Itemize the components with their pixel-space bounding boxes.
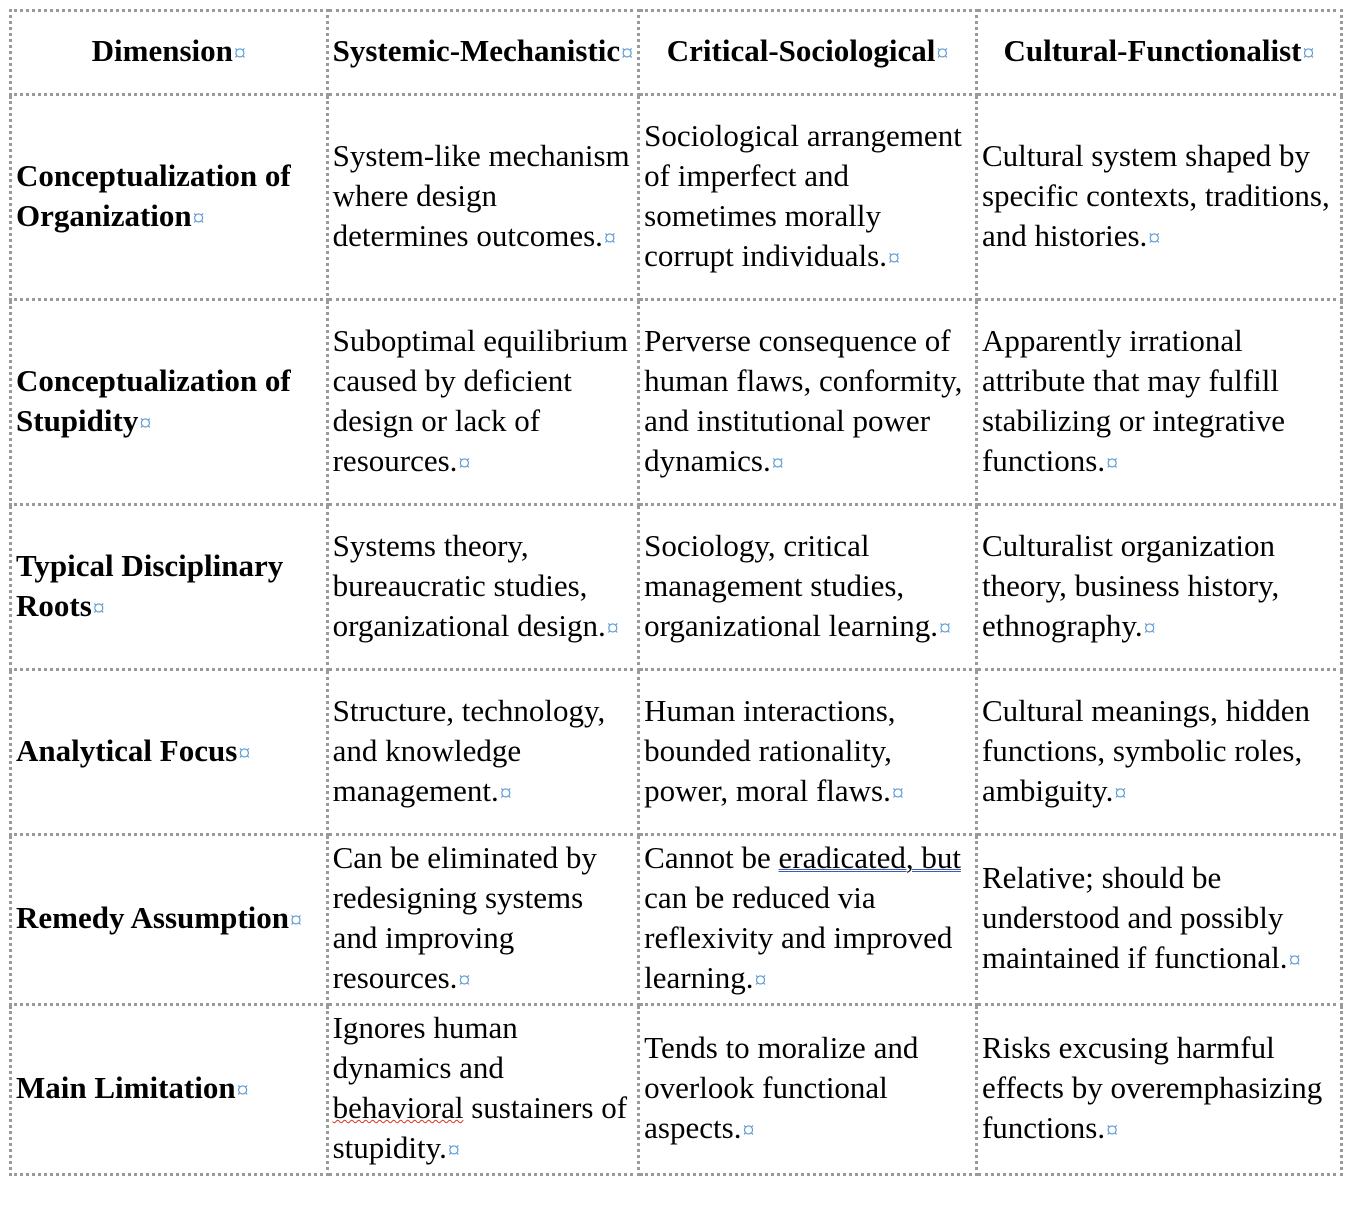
- table-cell[interactable]: Apparently irrational attribute that may fulfill stabilizing or integrative functions.¤: [976, 300, 1341, 505]
- cell-end-mark: ¤: [621, 41, 634, 67]
- cell-end-mark: ¤: [236, 1078, 249, 1104]
- header-critical-sociological[interactable]: Critical-Sociological¤: [639, 11, 977, 95]
- header-systemic-mechanistic[interactable]: Systemic-Mechanistic¤: [327, 11, 639, 95]
- table-cell[interactable]: Can be eliminated by redesigning systems and improving resources.¤: [327, 835, 639, 1005]
- cell-end-mark: ¤: [939, 615, 951, 642]
- row-label-cell[interactable]: Analytical Focus¤: [11, 670, 328, 835]
- cell-end-mark: ¤: [936, 41, 949, 67]
- cell-end-mark: ¤: [458, 450, 471, 477]
- cell-end-mark: ¤: [238, 740, 251, 767]
- table-cell[interactable]: Perverse consequence of human flaws, conformity, and institutional power dynamics.¤: [639, 300, 977, 505]
- table-cell[interactable]: Culturalist organization theory, business history, ethnography.¤: [976, 505, 1341, 670]
- cell-end-mark: ¤: [92, 595, 105, 622]
- cell-end-mark: ¤: [1106, 450, 1119, 477]
- cell-end-mark: ¤: [603, 225, 616, 252]
- row-label-cell[interactable]: Typical Disciplinary Roots¤: [11, 505, 328, 670]
- table-row: [11, 670, 1342, 835]
- comparison-table: [9, 9, 1343, 1176]
- table-cell[interactable]: Systems theory, bureaucratic studies, organizational design.¤: [327, 505, 639, 670]
- spelling-underline[interactable]: behavioral: [332, 1090, 464, 1125]
- table-row: [11, 1005, 1342, 1175]
- row-label-cell[interactable]: Conceptualization of Stupidity¤: [11, 300, 328, 505]
- cell-end-mark: ¤: [887, 245, 900, 272]
- cell-end-mark: ¤: [742, 1118, 755, 1144]
- cell-end-mark: ¤: [1288, 948, 1301, 974]
- table-cell[interactable]: Risks excusing harmful effects by overemphasizing functions.¤: [976, 1005, 1341, 1175]
- cell-end-mark: ¤: [891, 780, 904, 807]
- table-cell[interactable]: Ignores human dynamics and behavioral sustainers of stupidity.¤: [327, 1005, 639, 1175]
- cell-end-mark: ¤: [458, 968, 471, 994]
- table-cell[interactable]: Tends to moralize and overlook functional aspects.¤: [639, 1005, 977, 1175]
- table-cell[interactable]: Cannot be eradicated, but can be reduced via reflexivity and improved learning.¤: [639, 835, 977, 1005]
- table-cell[interactable]: Sociology, critical management studies, organizational learning.¤: [639, 505, 977, 670]
- table-cell[interactable]: Cultural meanings, hidden functions, symbolic roles, ambiguity.¤: [976, 670, 1341, 835]
- cell-end-mark: ¤: [1302, 41, 1315, 67]
- cell-end-mark: ¤: [1106, 1118, 1119, 1144]
- table-cell[interactable]: Human interactions, bounded rationality, power, moral flaws.¤: [639, 670, 977, 835]
- cell-end-mark: ¤: [771, 450, 784, 477]
- cell-end-mark: ¤: [1143, 615, 1156, 642]
- table-cell[interactable]: Structure, technology, and knowledge management.¤: [327, 670, 639, 835]
- cell-end-mark: ¤: [192, 205, 205, 232]
- table-cell[interactable]: Sociological arrangement of imperfect and sometimes morally corrupt individuals.¤: [639, 95, 977, 300]
- cell-end-mark: ¤: [1114, 780, 1127, 807]
- cell-end-mark: ¤: [606, 615, 619, 642]
- cell-end-mark: ¤: [139, 410, 152, 437]
- cell-end-mark: ¤: [447, 1138, 460, 1164]
- table-cell[interactable]: Cultural system shaped by specific contexts, traditions, and histories.¤: [976, 95, 1341, 300]
- cell-end-mark: ¤: [754, 968, 767, 994]
- row-label-cell[interactable]: Remedy Assumption¤: [11, 835, 328, 1005]
- table-cell[interactable]: Relative; should be understood and possibly maintained if functional.¤: [976, 835, 1341, 1005]
- header-dimension[interactable]: Dimension¤: [11, 11, 328, 95]
- table-row: [11, 835, 1342, 1005]
- table-row: [11, 95, 1342, 300]
- table-header-row: [11, 11, 1342, 95]
- cell-end-mark: ¤: [1148, 225, 1161, 252]
- row-label-cell[interactable]: Main Limitation¤: [11, 1005, 328, 1175]
- cell-end-mark: ¤: [499, 780, 512, 807]
- row-label-cell[interactable]: Conceptualization of Organization¤: [11, 95, 328, 300]
- grammar-underline[interactable]: eradicated, but: [778, 840, 961, 875]
- table-row: [11, 300, 1342, 505]
- cell-end-mark: ¤: [233, 41, 246, 67]
- cell-end-mark: ¤: [290, 908, 303, 934]
- table-row: [11, 505, 1342, 670]
- table-cell[interactable]: Suboptimal equilibrium caused by deficient design or lack of resources.¤: [327, 300, 639, 505]
- table-cell[interactable]: System-like mechanism where design determines outcomes.¤: [327, 95, 639, 300]
- header-cultural-functionalist[interactable]: Cultural-Functionalist¤: [976, 11, 1341, 95]
